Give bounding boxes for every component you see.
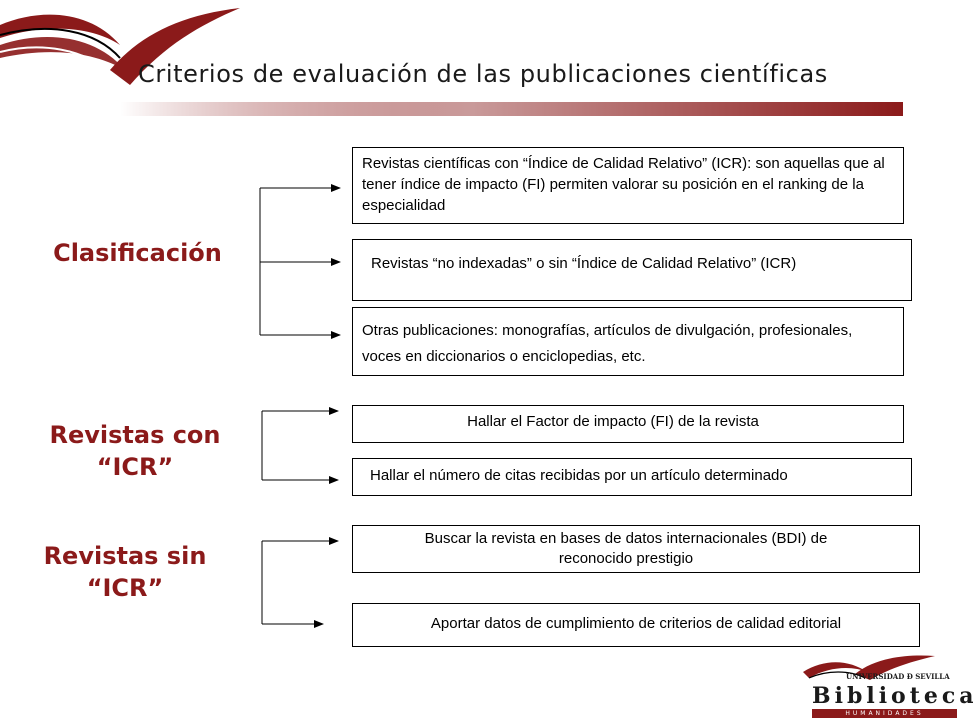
box-revistas-no-indexadas: Revistas “no indexadas” o sin “Índice de Calidad Relativo” (ICR) [352,239,912,301]
box-criterios-calidad: Aportar datos de cumplimiento de criterios de calidad editorial [352,603,920,647]
label-revistas-con-icr: Revistas con “ICR” [49,421,221,481]
logo-humanidades-band: HUMANIDADES [812,709,957,718]
label-clasificacion: Clasificación [53,239,222,267]
label-revistas-sin-icr: Revistas sin “ICR” [43,542,207,602]
box-revistas-con-icr-definicion: Revistas científicas con “Índice de Calidad Relativo” (ICR): son aquellas que al tener índice de impacto (FI) permiten valorar su posición en el ranking de la especialidad [352,147,904,224]
page-title: Criterios de evaluación de las publicaciones científicas [138,60,828,88]
box-buscar-bdi: Buscar la revista en bases de datos internacionales (BDI) de reconocido prestigio [352,525,920,573]
logo-university-text: UNIVERSIDAD Ð SEVILLA [846,672,950,681]
box-factor-impacto: Hallar el Factor de impacto (FI) de la revista [352,405,904,443]
box-otras-publicaciones: Otras publicaciones: monografías, artículos de divulgación, profesionales, voces en diccionarios o enciclopedias, etc. [352,307,904,376]
logo-biblioteca-text: Biblioteca [812,683,978,709]
box-numero-citas: Hallar el número de citas recibidas por un artículo determinado [352,458,912,496]
